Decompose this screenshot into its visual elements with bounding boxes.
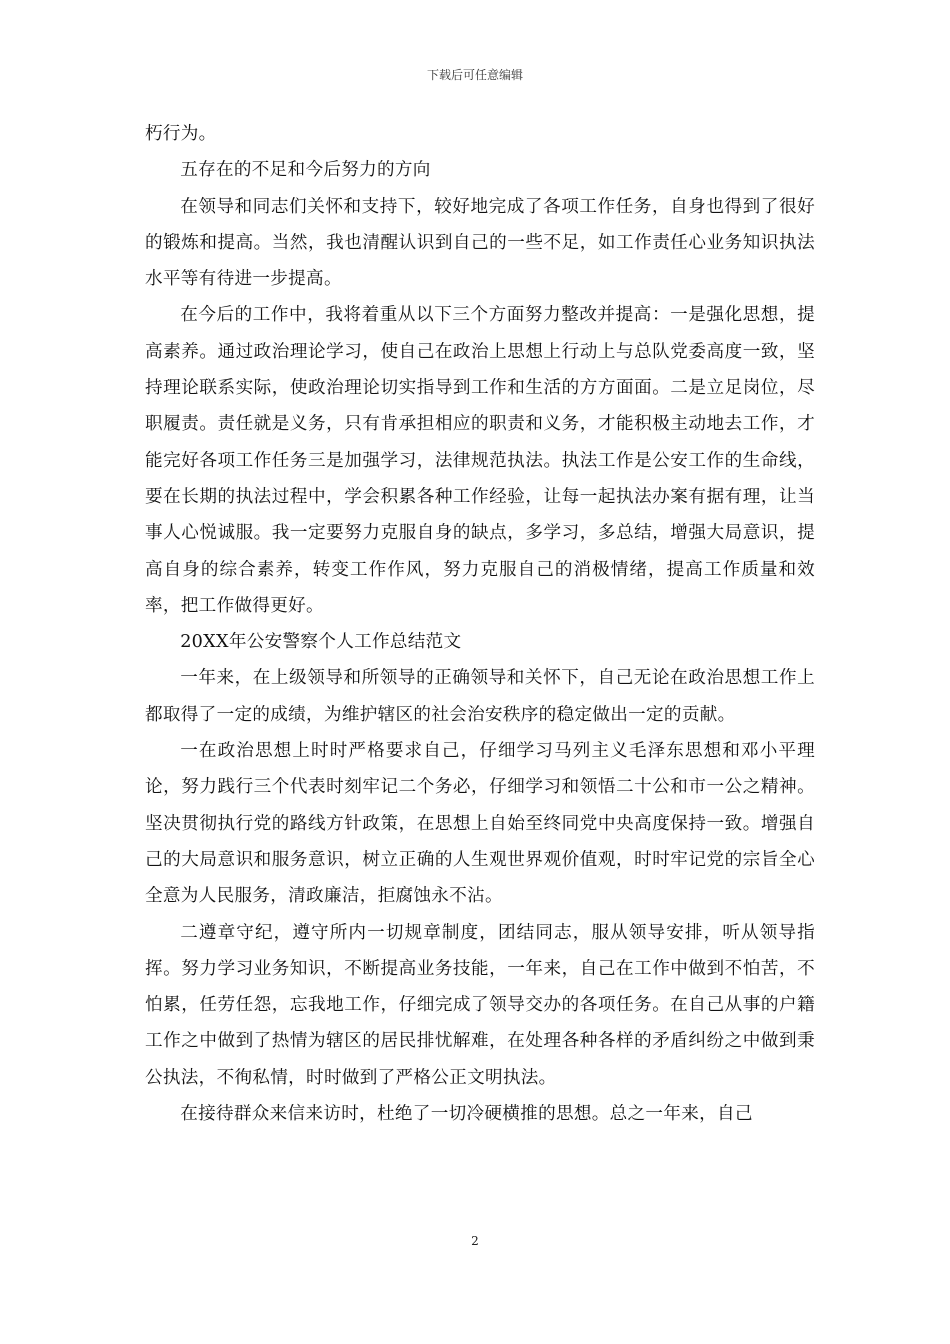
- paragraph-continuation: 朽行为。: [145, 124, 217, 144]
- paragraph: 在今后的工作中，我将着重从以下三个方面努力整改并提高：一是强化思想，提高素养。通过政治理论学习，使自己在政治上思想上行动上与总队党委高度一致，坚持理论联系实际，使政治理论切实指导到工作和生活的方方面面。二是立足岗位，尽职履责。责任就是义务，只有肯承担相应的职责和义务，才能积极主动地去工作，才能完好各项工作任务三是加强学习，法律规范执法。执法工作是公安工作的生命线，要在长期的执法过程中，学会积累各种工作经验，让每一起执法办案有据有理，让当事人心悦诚服。我一定要努力克服自身的缺点，多学习，多总结，增强大局意识，提高自身的综合素养，转变工作作风，努力克服自己的消极情绪，提高工作质量和效率，把工作做得更好。: [145, 305, 815, 616]
- paragraph: 一在政治思想上时时严格要求自己，仔细学习马列主义毛泽东思想和邓小平理论，努力践行三个代表时刻牢记二个务必，仔细学习和领悟二十公和市一公之精神。坚决贯彻执行党的路线方针政策，在思想上自始至终同党中央高度保持一致。增强自己的大局意识和服务意识，树立正确的人生观世界观价值观，时时牢记党的宗旨全心全意为人民服务，清政廉洁，拒腐蚀永不沾。: [145, 741, 815, 907]
- section-heading-summary-title: 20XX年公安警察个人工作总结范文: [180, 632, 462, 653]
- section-heading-shortcomings: 五存在的不足和今后努力的方向: [180, 160, 431, 181]
- document-body: [145, 116, 815, 1132]
- paragraph: 二遵章守纪，遵守所内一切规章制度，团结同志，服从领导安排，听从领导指挥。努力学习业务知识，不断提高业务技能，一年来，自己在工作中做到不怕苦，不怕累，任劳任怨，忘我地工作，仔细完成了领导交办的各项任务。在自己从事的户籍工作之中做到了热情为辖区的居民排忧解难，在处理各种各样的矛盾纠纷之中做到秉公执法，不徇私情，时时做到了严格公正文明执法。: [145, 922, 815, 1088]
- page-header: 下载后可任意编辑: [426, 68, 523, 82]
- page-number: 2: [471, 1234, 479, 1248]
- paragraph: 在领导和同志们关怀和支持下，较好地完成了各项工作任务，自身也得到了很好的锻炼和提高。当然，我也清醒认识到自己的一些不足，如工作责任心业务知识执法水平等有待进一步提高。: [145, 196, 815, 290]
- paragraph: 一年来，在上级领导和所领导的正确领导和关怀下，自己无论在政治思想工作上都取得了一定的成绩，为维护辖区的社会治安秩序的稳定做出一定的贡献。: [145, 668, 815, 725]
- paragraph: 在接待群众来信来访时，杜绝了一切冷硬横推的思想。总之一年来，自己: [180, 1104, 753, 1125]
